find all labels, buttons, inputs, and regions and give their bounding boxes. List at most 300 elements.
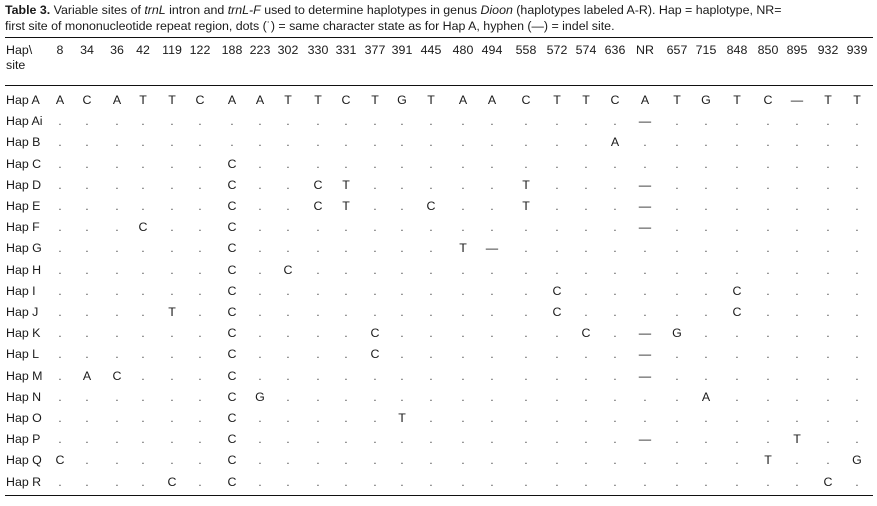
table-cell: . (286, 305, 290, 319)
table-cell: . (170, 177, 174, 192)
table-cell: A (640, 93, 650, 107)
table-cell: . (286, 114, 290, 129)
table-cell: . (115, 389, 119, 404)
table-cell: . (170, 114, 174, 129)
column-header-site: 377 (364, 43, 386, 57)
table-cell: . (795, 156, 799, 171)
column-header-site: 932 (817, 43, 839, 57)
table-cell: . (826, 389, 830, 404)
table-cell: . (400, 114, 404, 129)
table-cell: . (766, 305, 770, 319)
table-cell: . (461, 177, 465, 192)
table-cell: . (198, 135, 202, 150)
table-cell: . (735, 241, 739, 256)
table-cell: . (613, 305, 617, 319)
table-cell: . (795, 347, 799, 362)
table-cell: . (58, 177, 62, 192)
table-cell: T (824, 93, 832, 107)
table-cell: . (704, 241, 708, 256)
table-cell: . (400, 262, 404, 277)
table-cell: . (855, 283, 859, 298)
column-header-site: 480 (452, 43, 474, 57)
table-cell: . (198, 326, 202, 341)
table-cell: . (461, 114, 465, 129)
table-cell: . (826, 326, 830, 341)
table-cell: . (490, 156, 494, 171)
table-cell: — (638, 432, 652, 447)
table-cell: . (675, 474, 679, 489)
table-cell: . (344, 241, 348, 256)
table-cell: . (826, 177, 830, 192)
table-cell: . (316, 453, 320, 468)
table-cell: . (766, 474, 770, 489)
table-cell: . (198, 262, 202, 277)
table-cell: . (675, 389, 679, 404)
table-cell: . (461, 283, 465, 298)
table-cell: . (429, 114, 433, 129)
table-cell: . (170, 135, 174, 150)
table-cell: . (490, 411, 494, 425)
table-cell: . (429, 177, 433, 192)
gene-name: trnL-F (227, 3, 261, 17)
table-cell: . (58, 474, 62, 489)
table-cell: . (58, 283, 62, 298)
table-cell: . (344, 453, 348, 468)
column-header-site: 895 (786, 43, 808, 57)
table-cell: . (85, 199, 89, 213)
table-cell: . (429, 135, 433, 150)
column-header-site: 223 (249, 43, 271, 57)
table-cell: . (735, 432, 739, 447)
column-header-site: 636 (604, 43, 626, 57)
table-cell: . (766, 368, 770, 383)
table-cell: C (227, 220, 237, 235)
table-cell: . (400, 283, 404, 298)
table-cell: . (344, 411, 348, 425)
table-cell: . (316, 114, 320, 129)
table-cell: . (555, 326, 559, 341)
table-cell: . (316, 135, 320, 150)
table-cell: . (58, 114, 62, 129)
table-cell: T (342, 177, 350, 192)
table-cell: . (429, 368, 433, 383)
table-cell: . (555, 474, 559, 489)
table-cell: . (613, 156, 617, 171)
table-cell: . (613, 474, 617, 489)
table-cell: . (461, 305, 465, 319)
table-cell: — (638, 368, 652, 383)
table-cell: . (855, 241, 859, 256)
table-cell: . (316, 262, 320, 277)
table-cell: . (826, 305, 830, 319)
table-cell: . (613, 453, 617, 468)
table-cell: . (141, 199, 145, 213)
table-cell: . (735, 368, 739, 383)
table-cell: . (400, 177, 404, 192)
table-cell: . (400, 156, 404, 171)
table-cell: — (638, 114, 652, 129)
table-cell: . (141, 305, 145, 319)
table-cell: . (461, 135, 465, 150)
table-cell: . (316, 432, 320, 447)
column-header-site: 34 (80, 43, 94, 57)
table-cell: . (555, 220, 559, 235)
table-caption (5, 2, 873, 34)
table-cell: . (704, 283, 708, 298)
table-cell: . (85, 347, 89, 362)
table-cell: . (344, 283, 348, 298)
table-cell: C (227, 262, 237, 277)
table-cell: . (400, 347, 404, 362)
table-cell: . (286, 177, 290, 192)
table-cell: . (58, 368, 62, 383)
table-cell: . (286, 347, 290, 362)
table-cell: . (400, 305, 404, 319)
table-cell: . (555, 432, 559, 447)
table-cell: . (704, 432, 708, 447)
table-cell: . (198, 114, 202, 129)
table-cell: . (344, 135, 348, 150)
table-cell: . (461, 220, 465, 235)
table-cell: . (555, 199, 559, 213)
table-cell: — (638, 199, 652, 213)
table-cell: . (555, 389, 559, 404)
table-cell: . (258, 326, 262, 341)
table-cell: . (58, 389, 62, 404)
table-cell: . (170, 326, 174, 341)
table-cell: . (198, 220, 202, 235)
table-cell: . (675, 262, 679, 277)
table-cell: . (115, 262, 119, 277)
table-cell: . (373, 305, 377, 319)
table-cell: . (429, 262, 433, 277)
table-cell: . (258, 241, 262, 256)
row-label: Hap O (6, 411, 42, 425)
table-cell: . (170, 368, 174, 383)
table-cell: . (584, 389, 588, 404)
table-cell: G (701, 93, 711, 107)
table-cell: . (85, 220, 89, 235)
table-cell: . (373, 114, 377, 129)
table-cell: . (855, 135, 859, 150)
table-cell: . (584, 220, 588, 235)
table-cell: . (584, 177, 588, 192)
table-cell: . (461, 262, 465, 277)
table-cell: . (613, 432, 617, 447)
table-cell: . (855, 389, 859, 404)
row-label: Hap L (6, 347, 40, 362)
table-cell: . (461, 199, 465, 213)
table-cell: A (255, 93, 265, 107)
table-cell: . (735, 411, 739, 425)
table-cell: T (733, 93, 741, 107)
table-cell: . (85, 156, 89, 171)
table-cell: . (373, 241, 377, 256)
column-header-site: 391 (391, 43, 413, 57)
table-cell: . (855, 114, 859, 129)
table-cell: T (427, 93, 435, 107)
table-cell: . (766, 241, 770, 256)
table-cell: C (227, 347, 237, 362)
table-cell: . (704, 411, 708, 425)
table-cell: . (490, 453, 494, 468)
table-cell: . (286, 283, 290, 298)
table-cell: . (735, 453, 739, 468)
table-cell: . (141, 177, 145, 192)
header-rule (5, 85, 873, 86)
table-cell: . (373, 474, 377, 489)
table-cell: . (795, 368, 799, 383)
row-label: Hap K (6, 326, 41, 341)
column-header-site: 494 (481, 43, 503, 57)
table-cell: . (584, 156, 588, 171)
table-cell: . (170, 262, 174, 277)
table-cell: . (675, 347, 679, 362)
table-cell: . (344, 305, 348, 319)
table-cell: — (638, 347, 652, 362)
row-label: Hap Q (6, 453, 42, 468)
table-cell: . (258, 474, 262, 489)
table-cell: — (638, 177, 652, 192)
table-cell: . (316, 389, 320, 404)
table-cell: . (286, 368, 290, 383)
table-cell: . (344, 156, 348, 171)
table-cell: . (316, 347, 320, 362)
column-header-site: 331 (335, 43, 357, 57)
table-cell: G (397, 93, 407, 107)
table-cell: . (115, 347, 119, 362)
table-cell: . (141, 241, 145, 256)
table-cell: . (115, 432, 119, 447)
table-cell: . (170, 241, 174, 256)
table-cell: . (613, 368, 617, 383)
table-cell: . (286, 453, 290, 468)
table-cell: . (400, 220, 404, 235)
row-label: Hap I (6, 283, 36, 298)
table-cell: . (400, 432, 404, 447)
table-cell: . (584, 262, 588, 277)
table-cell: C (55, 453, 65, 468)
table-cell: . (826, 411, 830, 425)
table-cell: . (855, 368, 859, 383)
table-cell: . (429, 389, 433, 404)
table-cell: . (373, 368, 377, 383)
table-cell: . (643, 283, 647, 298)
table-cell: . (85, 177, 89, 192)
table-cell: . (170, 220, 174, 235)
table-cell: . (198, 177, 202, 192)
table-cell: . (141, 389, 145, 404)
table-cell: . (85, 453, 89, 468)
table-cell: . (795, 411, 799, 425)
table-cell: . (373, 432, 377, 447)
table-cell: . (258, 411, 262, 425)
table-cell: . (141, 326, 145, 341)
table-cell: . (735, 135, 739, 150)
table-cell: . (316, 474, 320, 489)
table-cell: . (373, 220, 377, 235)
table-cell: . (373, 283, 377, 298)
table-cell: . (490, 326, 494, 341)
table-cell: . (400, 135, 404, 150)
row-label: Hap M (6, 368, 43, 383)
column-header-site: NR (636, 43, 654, 57)
row-label: Hap C (6, 156, 42, 171)
table-cell: . (735, 326, 739, 341)
table-cell: . (704, 114, 708, 129)
table-cell: . (141, 411, 145, 425)
table-cell: A (487, 93, 497, 107)
table-cell: C (82, 93, 92, 107)
table-cell: . (826, 283, 830, 298)
table-cell: . (316, 156, 320, 171)
table-cell: . (613, 389, 617, 404)
table-cell: C (313, 177, 323, 192)
table-cell: . (555, 114, 559, 129)
table-cell: . (735, 347, 739, 362)
table-cell: . (170, 389, 174, 404)
table-cell: C (763, 93, 773, 107)
table-cell: C (823, 474, 833, 489)
row-label: Hap J (6, 305, 39, 319)
table-cell: . (429, 432, 433, 447)
column-header-site: 330 (307, 43, 329, 57)
table-cell: . (524, 347, 528, 362)
table-cell: . (766, 347, 770, 362)
table-cell: . (795, 262, 799, 277)
table-cell: . (373, 156, 377, 171)
table-cell: T (853, 93, 861, 107)
table-cell: . (85, 114, 89, 129)
table-cell: . (141, 368, 145, 383)
table-cell: . (524, 389, 528, 404)
table-cell: . (115, 199, 119, 213)
table-cell: C (341, 93, 351, 107)
table-cell: . (584, 114, 588, 129)
table-cell: . (613, 220, 617, 235)
table-cell: . (735, 177, 739, 192)
table-cell: . (584, 474, 588, 489)
bottom-rule (5, 495, 873, 496)
table-cell: . (524, 220, 528, 235)
table-cell: . (141, 453, 145, 468)
table-cell: . (344, 326, 348, 341)
table-cell: . (555, 368, 559, 383)
table-cell: . (198, 432, 202, 447)
table-cell: . (115, 305, 119, 319)
table-cell: . (258, 347, 262, 362)
table-cell: . (141, 114, 145, 129)
table-cell: . (141, 432, 145, 447)
caption-text: intron and (165, 3, 228, 17)
table-cell: . (316, 368, 320, 383)
table-cell: . (286, 389, 290, 404)
table-cell: T (793, 432, 801, 447)
table-cell: . (58, 305, 62, 319)
table-cell: . (286, 432, 290, 447)
table-cell: . (826, 220, 830, 235)
table-cell: . (400, 199, 404, 213)
table-cell: . (704, 156, 708, 171)
table-cell: . (795, 326, 799, 341)
table-cell: . (826, 368, 830, 383)
table-cell: . (675, 453, 679, 468)
table-cell: . (855, 177, 859, 192)
table-cell: A (55, 93, 65, 107)
table-cell: . (85, 474, 89, 489)
table-cell: . (198, 389, 202, 404)
table-cell: . (58, 220, 62, 235)
table-cell: . (675, 241, 679, 256)
row-label: Hap G (6, 241, 42, 256)
table-cell: . (115, 326, 119, 341)
table-cell: . (584, 347, 588, 362)
table-cell: . (795, 389, 799, 404)
table-cell: . (461, 474, 465, 489)
row-label: Hap H (6, 262, 42, 277)
table-cell: . (643, 135, 647, 150)
caption-line-2: first site of mononucleotide repeat region, dots (˙) = same character state as for Hap A, hyphen (—) = indel site. (5, 19, 615, 33)
table-cell: . (316, 326, 320, 341)
genus-name: Dioon (480, 3, 513, 17)
table-cell: . (524, 135, 528, 150)
table-cell: . (400, 368, 404, 383)
table-cell: . (490, 368, 494, 383)
table-cell: . (524, 283, 528, 298)
table-cell: . (584, 368, 588, 383)
table-cell: . (584, 411, 588, 425)
column-header-site: 572 (546, 43, 568, 57)
table-cell: . (584, 283, 588, 298)
table-cell: . (344, 347, 348, 362)
column-header-site: 939 (846, 43, 868, 57)
table-cell: . (461, 389, 465, 404)
column-header-site: 119 (162, 43, 182, 57)
table-cell: . (490, 262, 494, 277)
table-cell: . (555, 177, 559, 192)
column-header-site: 122 (189, 43, 211, 57)
table-cell: . (826, 114, 830, 129)
column-header-site: 36 (110, 43, 124, 57)
table-cell: . (613, 411, 617, 425)
table-cell: . (704, 474, 708, 489)
table-cell: . (198, 368, 202, 383)
table-cell: . (115, 283, 119, 298)
table-cell: . (141, 474, 145, 489)
table-cell: . (613, 199, 617, 213)
table-cell: . (524, 241, 528, 256)
table-cell: . (826, 453, 830, 468)
table-cell: . (230, 114, 234, 129)
table-cell: . (795, 453, 799, 468)
table-cell: . (524, 326, 528, 341)
table-cell: . (855, 220, 859, 235)
table-cell: . (85, 305, 89, 319)
table-cell: C (521, 93, 531, 107)
table-cell: . (170, 199, 174, 213)
table-cell: . (555, 241, 559, 256)
table-cell: . (429, 411, 433, 425)
caption-text: used to determine haplotypes in genus (260, 3, 481, 17)
table-cell: . (826, 241, 830, 256)
table-cell: . (373, 199, 377, 213)
table-cell: . (461, 347, 465, 362)
table-cell: . (795, 199, 799, 213)
table-cell: . (429, 220, 433, 235)
table-cell: . (584, 135, 588, 150)
column-header-site: 574 (575, 43, 597, 57)
table-cell: C (227, 389, 237, 404)
